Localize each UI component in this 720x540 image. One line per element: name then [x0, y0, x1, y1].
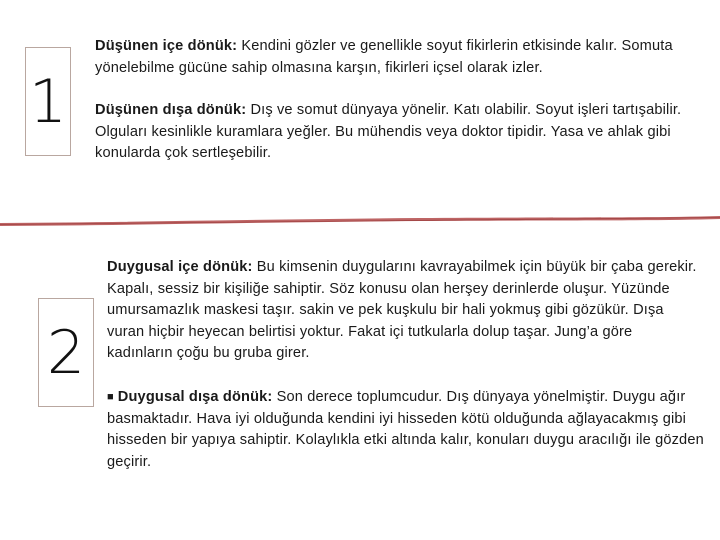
thinking-introvert-text: Kendini gözler ve genellikle soyut fikirlerin etkisinde kalır. Somuta yönelebilme gücüne sahip olmasına karşın, fikirleri içsel olarak izler.	[95, 38, 673, 76]
feeling-extrovert-label: Duygusal dışa dönük:	[117, 389, 273, 405]
section-divider	[0, 205, 720, 235]
section-1-number: 1	[25, 47, 71, 156]
feeling-extrovert-text: Son derece toplumcudur. Dış dünyaya yönelmiştir. Duygu ağır basmaktadır. Hava iyi olduğunda kendini iyi hisseden kötü olduğunda ağlayacakmış gibi hisseden bir yapıya sahiptir. Kolaylıkla etki altında kalır, konuları duygu aracılığı ile gözden geçirir.	[107, 389, 704, 470]
thinking-introvert-label: Düşünen içe dönük:	[95, 38, 238, 54]
thinking-extrovert-paragraph	[95, 100, 705, 165]
feeling-introvert-text: Bu kimsenin duygularını kavrayabilmek için büyük bir çaba gerekir. Kapalı, sessiz bir kişiliğe sahiptir. Söz konusu olan herşey derinlerde oluşur. Yüzünde umursamazlık maskesi taşır. sakin ve pek kuşkulu bir hali yokmuş gibi gözükür. Dışa vuran hiçbir heyecan belirtisi yoktur. Fakat içi tutkularla dolup taşar. Jung’a göre kadınların çoğu bu gruba girer.	[107, 259, 697, 361]
feeling-introvert-label: Duygusal içe dönük:	[107, 259, 253, 275]
thinking-extrovert-text: Dış ve somut dünyaya yönelir. Katı olabilir. Soyut işleri tartışabilir. Olguları kesinlikle kuramlara yeğler. Bu mühendis veya doktor tipidir. Yasa ve ahlak gibi konularda çok sertleşebilir.	[95, 102, 682, 161]
square-bullet-icon: ■	[107, 391, 114, 403]
feeling-introvert-paragraph	[107, 257, 697, 365]
thinking-extrovert-label: Düşünen dışa dönük:	[95, 102, 247, 118]
feeling-extrovert-paragraph	[107, 387, 712, 473]
thinking-introvert-paragraph	[95, 36, 705, 79]
section-2-number: 2	[38, 298, 94, 407]
